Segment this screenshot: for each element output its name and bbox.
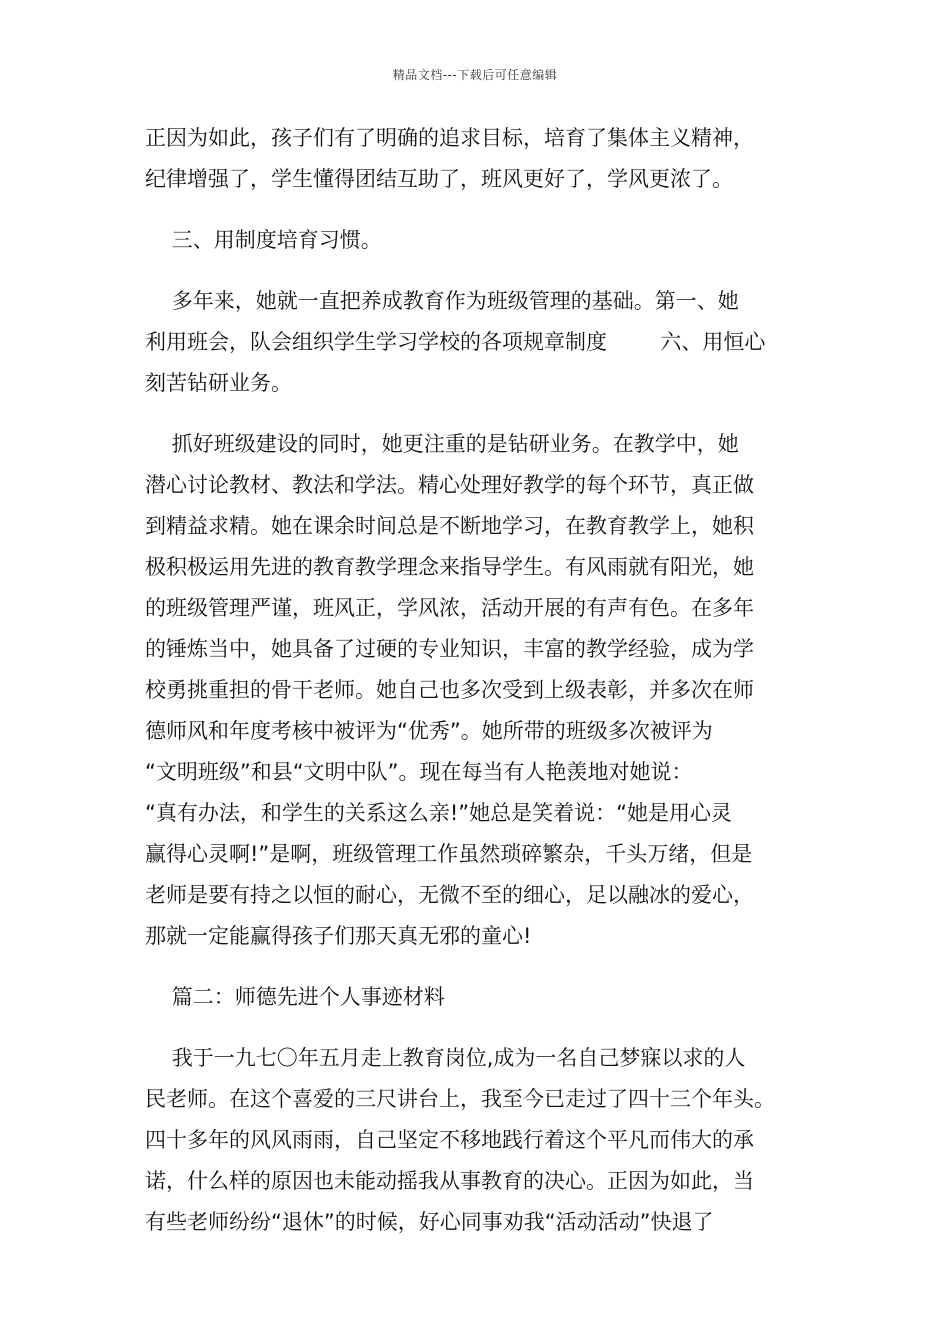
text-line: 刻苦钻研业务。 (145, 371, 292, 395)
text-line: 有些老师纷纷“退休”的时候，好心同事劝我“活动活动”快退了 (145, 1210, 714, 1234)
text-line: 潜心讨论教材、教法和学法。精心处理好教学的每个环节，真正做 (145, 473, 754, 497)
text-line: 德师风和年度考核中被评为“优秀”。她所带的班级多次被评为 (145, 719, 713, 743)
text-line: “真有办法，和学生的关系这么亲!”她总是笑着说：“她是用心灵 (145, 801, 733, 825)
text-line: 那就一定能赢得孩子们那天真无邪的童心! (145, 924, 532, 948)
text-line: 四十多年的风风雨雨，自己坚定不移地践行着这个平凡而伟大的承 (145, 1128, 754, 1152)
text-line: 民老师。在这个喜爱的三尺讲台上，我至今已走过了四十三个年头。 (145, 1087, 775, 1111)
text-line: 多年来，她就一直把养成教育作为班级管理的基础。第一、她 (145, 289, 739, 313)
text-line: 利用班会，队会组织学生学习学校的各项规章制度 六、用恒心 (145, 330, 766, 354)
paragraph-4 (145, 1038, 810, 1243)
paragraph-2 (145, 281, 810, 404)
text-line: 到精益求精。她在课余时间总是不断地学习，在教育教学上，她积 (145, 514, 754, 538)
text-line: 纪律增强了，学生懂得团结互助了，班风更好了，学风更浓了。 (145, 167, 733, 191)
text-line: 诺，什么样的原因也未能动摇我从事教育的决心。正因为如此，当 (145, 1169, 754, 1193)
text-line: 的班级管理严谨，班风正，学风浓，活动开展的有声有色。在多年 (145, 596, 754, 620)
section-heading-part2 (145, 977, 810, 1018)
paragraph-1 (145, 118, 810, 200)
text-line: 篇二：师德先进个人事迹材料 (145, 985, 445, 1009)
text-line: 极积极运用先进的教育教学理念来指导学生。有风雨就有阳光，她 (145, 555, 754, 579)
text-line: 校勇挑重担的骨干老师。她自己也多次受到上级表彰，并多次在师 (145, 678, 754, 702)
text-line: 抓好班级建设的同时，她更注重的是钻研业务。在教学中，她 (145, 432, 739, 456)
text-line: 我于一九七〇年五月走上教育岗位,成为一名自己梦寐以求的人 (145, 1046, 746, 1070)
text-line: “文明班级”和县“文明中队”。现在每当有人艳羡地对她说： (145, 760, 693, 784)
document-body (145, 118, 810, 1243)
text-line: 赢得心灵啊!”是啊，班级管理工作虽然琐碎繁杂，千头万绪，但是 (145, 842, 753, 866)
section-heading-3 (145, 220, 810, 261)
text-line: 正因为如此，孩子们有了明确的追求目标，培育了集体主义精神， (145, 126, 754, 150)
text-line: 老师是要有持之以恒的耐心，无微不至的细心，足以融冰的爱心， (145, 883, 754, 907)
text-line: 三、用制度培育习惯。 (145, 228, 382, 252)
page-header: 精品文档---下载后可任意编辑 (392, 68, 558, 82)
text-line: 的锤炼当中，她具备了过硬的专业知识，丰富的教学经验，成为学 (145, 637, 754, 661)
paragraph-3 (145, 424, 810, 957)
